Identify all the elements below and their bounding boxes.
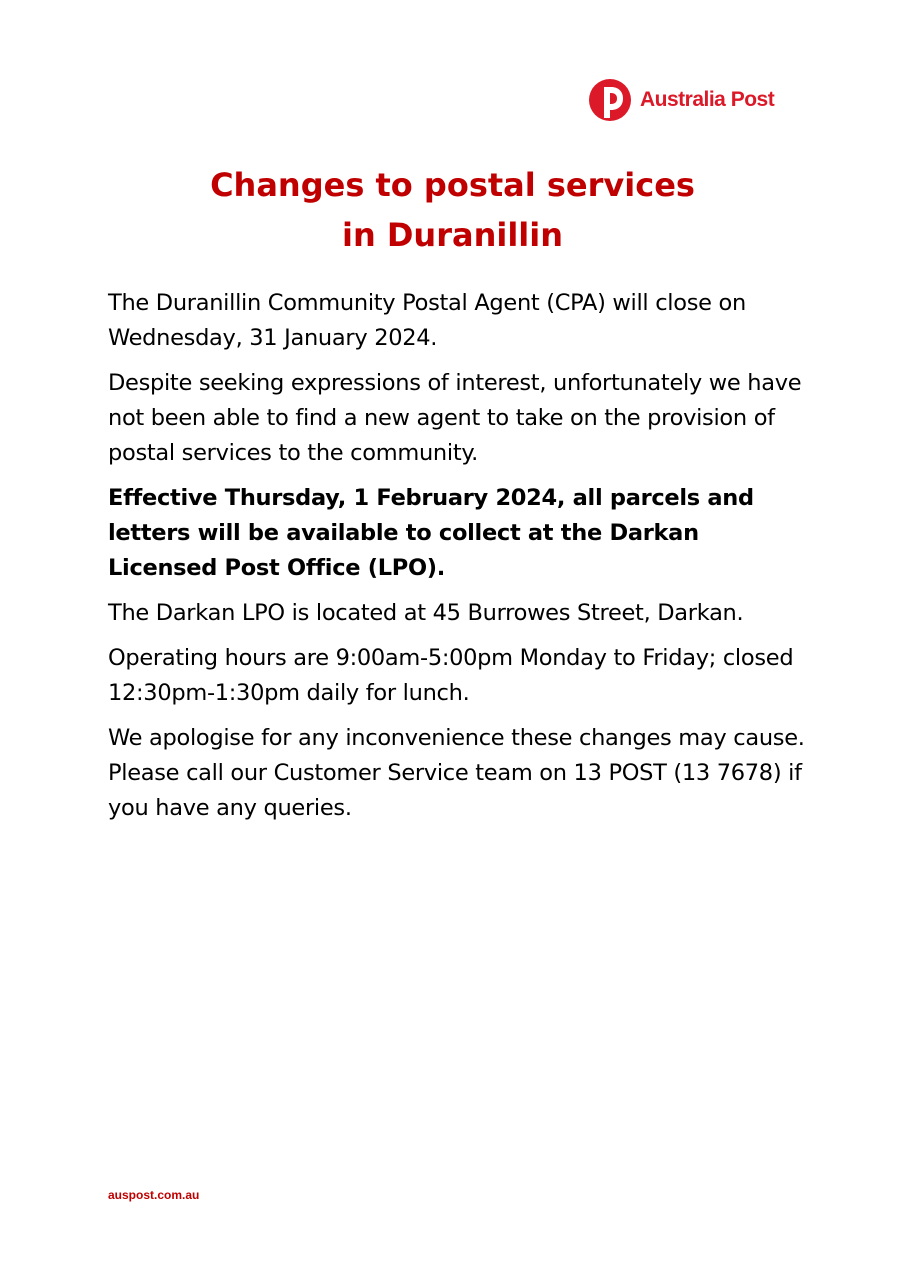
page-title [0, 160, 905, 260]
search-paragraph: Despite seeking expressions of interest, unfortunately we have not been able to find a new agent to take on the provision of postal services to the community. [108, 370, 802, 466]
hours-paragraph: Operating hours are 9:00am-5:00pm Monday to Friday; closed 12:30pm-1:30pm daily for lunch. [108, 645, 794, 706]
brand-name: Australia Post [640, 88, 775, 111]
australia-post-logo-icon [588, 78, 632, 122]
footer-url: auspost.com.au [108, 1188, 200, 1202]
australia-post-logo [588, 78, 774, 122]
title-line-1: Changes to postal services [210, 166, 695, 204]
closure-paragraph: The Duranillin Community Postal Agent (CPA) will close on Wednesday, 31 January 2024. [108, 290, 746, 351]
title-line-2: in Duranillin [341, 216, 564, 254]
location-paragraph: The Darkan LPO is located at 45 Burrowes Street, Darkan. [108, 600, 744, 626]
effective-paragraph: Effective Thursday, 1 February 2024, all parcels and letters will be available to collect at the Darkan Licensed Post Office (LPO). [108, 485, 754, 581]
notice-body [108, 286, 808, 836]
apology-paragraph: We apologise for any inconvenience these changes may cause. Please call our Customer Service team on 13 POST (13 7678) if you have any queries. [108, 725, 805, 821]
